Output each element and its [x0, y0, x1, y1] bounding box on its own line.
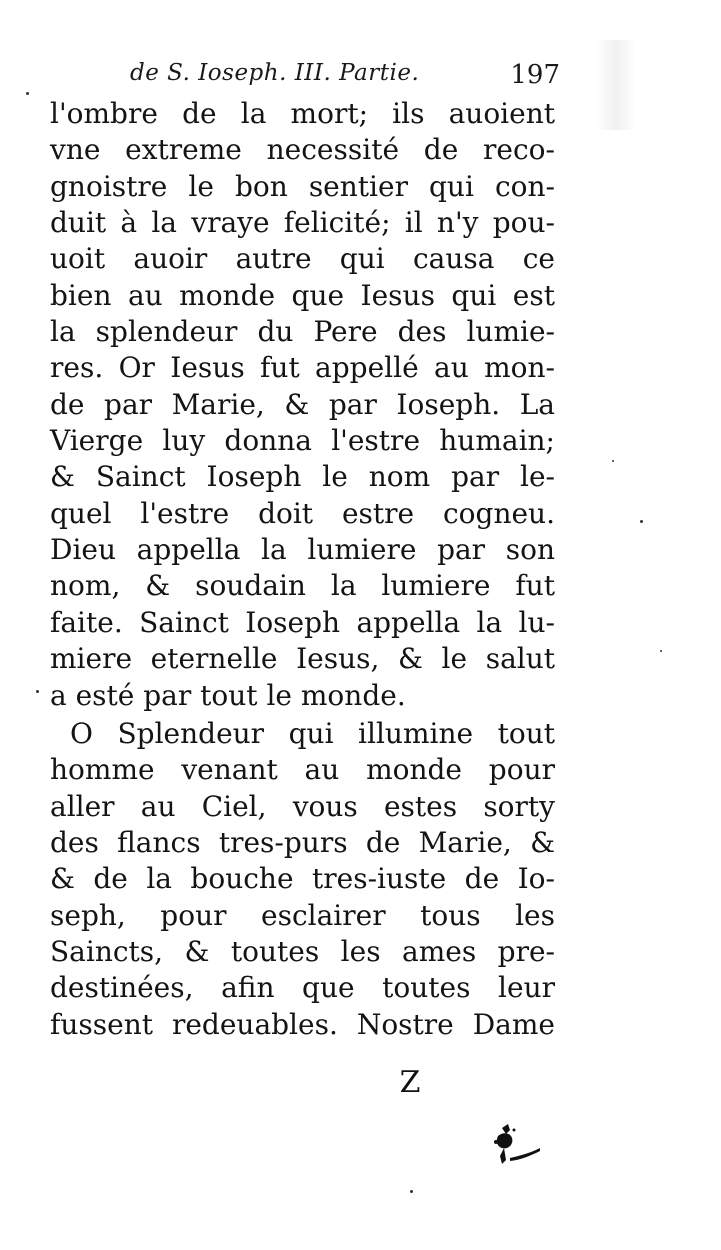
text-line: O Splendeur qui illumine tout — [70, 716, 555, 750]
ink-speck — [410, 1190, 413, 1193]
text-line: vne extreme necessité de reco- — [50, 133, 555, 167]
text-line: & de la bouche tres-iuste de Io- — [50, 862, 555, 896]
running-head — [130, 60, 560, 100]
text-line: Saincts, & toutes les ames pre- — [50, 934, 555, 968]
paragraph-1 — [50, 96, 555, 714]
text-line: Vierge luy donna l'estre humain; — [50, 424, 555, 458]
ink-speck — [612, 460, 614, 462]
printer-ornament-icon — [488, 1120, 548, 1170]
text-line: homme venant au monde pour — [50, 753, 555, 787]
text-line: & Sainct Ioseph le nom par le- — [50, 460, 555, 494]
ink-speck — [36, 690, 39, 693]
text-line: Dieu appella la lumiere par son — [50, 533, 555, 567]
page-edge-shadow — [596, 40, 636, 130]
text-line: bien au monde que Iesus qui est — [50, 278, 555, 312]
ink-speck — [26, 92, 29, 95]
text-line: faite. Sainct Ioseph appella la lu- — [50, 605, 555, 639]
text-line: miere eternelle Iesus, & le salut — [50, 642, 555, 676]
text-line: uoit auoir autre qui causa ce — [50, 242, 555, 276]
text-line: a esté par tout le monde. — [50, 678, 406, 712]
text-line: gnoistre le bon sentier qui con- — [50, 169, 555, 203]
body-text — [50, 96, 555, 1043]
running-title: de S. Ioseph. III. Partie. — [130, 60, 420, 86]
text-line: la splendeur du Pere des lumie- — [50, 315, 555, 349]
text-line: duit à la vraye felicité; il n'y pou- — [50, 206, 555, 240]
text-line: des flancs tres-purs de Marie, & — [50, 825, 555, 859]
paragraph-2 — [50, 716, 555, 1043]
text-line: res. Or Iesus fut appellé au mon- — [50, 351, 555, 385]
text-line: quel l'estre doit estre cogneu. — [50, 496, 555, 530]
text-line: nom, & soudain la lumiere fut — [50, 569, 555, 603]
text-line: de par Marie, & par Ioseph. La — [50, 387, 555, 421]
text-line: destinées, afin que toutes leur — [50, 971, 555, 1005]
ink-speck — [660, 650, 662, 652]
text-line: seph, pour esclairer tous les — [50, 898, 555, 932]
signature-mark: Z — [399, 1065, 421, 1100]
text-line: l'ombre de la mort; ils auoient — [50, 97, 555, 130]
ink-speck — [640, 520, 643, 523]
text-line: fussent redeuables. Nostre Dame — [50, 1007, 555, 1041]
text-line: aller au Ciel, vous estes sorty — [50, 789, 555, 823]
page-number: 197 — [510, 60, 560, 90]
